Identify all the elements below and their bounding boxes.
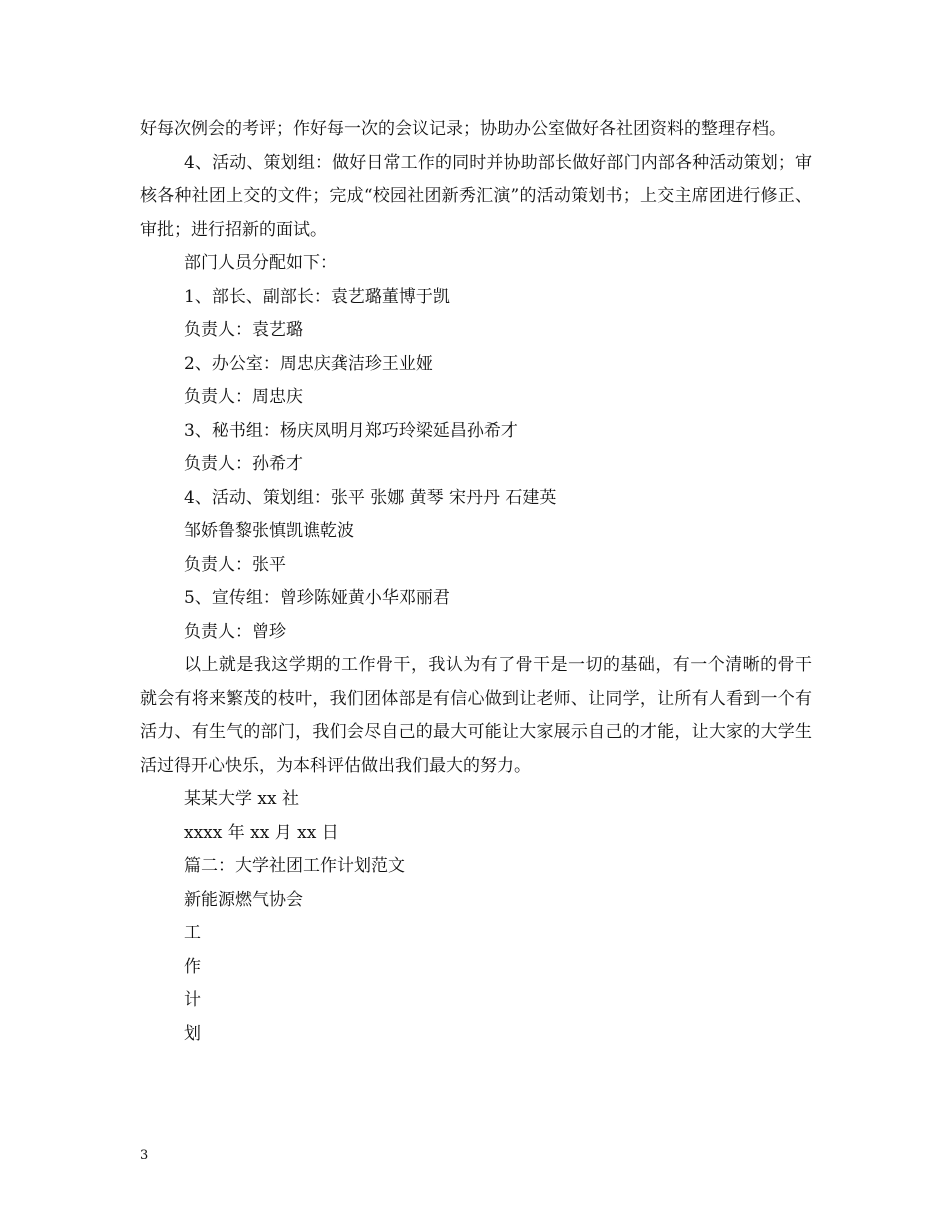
staff-line-secretary-lead: 负责人：孙希才 xyxy=(184,454,303,474)
staff-line-planning-lead: 负责人：张平 xyxy=(184,554,286,575)
section-title-part-two: 篇二：大学社团工作计划范文 xyxy=(184,856,405,876)
staff-line-ministers: 1、部长、副部长：袁艺璐董博于凯 xyxy=(184,286,450,307)
staff-line-secretary: 3、秘书组：杨庆凤明月郑巧玲梁延昌孙希才 xyxy=(184,420,518,441)
association-name: 新能源燃气协会 xyxy=(184,889,303,910)
staff-line-office: 2、办公室：周忠庆龚洁珍王业娅 xyxy=(184,353,433,374)
paragraph-archive-duties: 好每次例会的考评；作好每一次的会议记录；协助办公室做好各社团资料的整理存档。 xyxy=(140,119,786,139)
document-body xyxy=(140,113,812,1051)
staff-allocation-heading: 部门人员分配如下： xyxy=(184,253,337,273)
vertical-title-char-2: 作 xyxy=(184,956,201,977)
signature-date: xxxx 年 xx 月 xx 日 xyxy=(184,822,339,843)
vertical-title-char-4: 划 xyxy=(184,1023,201,1044)
staff-line-planning: 4、活动、策划组：张平 张娜 黄琴 宋丹丹 石建英 xyxy=(184,487,557,508)
staff-line-ministers-lead: 负责人：袁艺璐 xyxy=(184,320,303,340)
paragraph-activity-planning-duties: 4、活动、策划组：做好日常工作的同时并协助部长做好部门内部各种活动策划；审核各种社团上交的文件；完成“校园社团新秀汇演”的活动策划书；上交主席团进行修正、审批；进行招新的面试。 xyxy=(140,152,812,240)
staff-line-office-lead: 负责人：周忠庆 xyxy=(184,387,303,407)
staff-line-publicity-lead: 负责人：曾珍 xyxy=(184,621,286,642)
vertical-title-char-1: 工 xyxy=(184,923,201,943)
staff-line-planning-cont: 邹娇鲁黎张慎凯谯乾波 xyxy=(184,521,354,541)
vertical-title-char-3: 计 xyxy=(184,990,201,1010)
paragraph-summary: 以上就是我这学期的工作骨干，我认为有了骨干是一切的基础，有一个清晰的骨干就会有将来繁茂的枝叶，我们团体部是有信心做到让老师、让同学，让所有人看到一个有活力、有生气的部门，我们会尽自己的最大可能让大家展示自己的才能，让大家的大学生活过得开心快乐，为本科评估做出我们最大的努力。 xyxy=(140,655,812,776)
staff-line-publicity: 5、宣传组：曾珍陈娅黄小华邓丽君 xyxy=(184,588,450,608)
signature-organization: 某某大学 xx 社 xyxy=(184,789,299,809)
page-number: 3 xyxy=(140,1148,149,1163)
